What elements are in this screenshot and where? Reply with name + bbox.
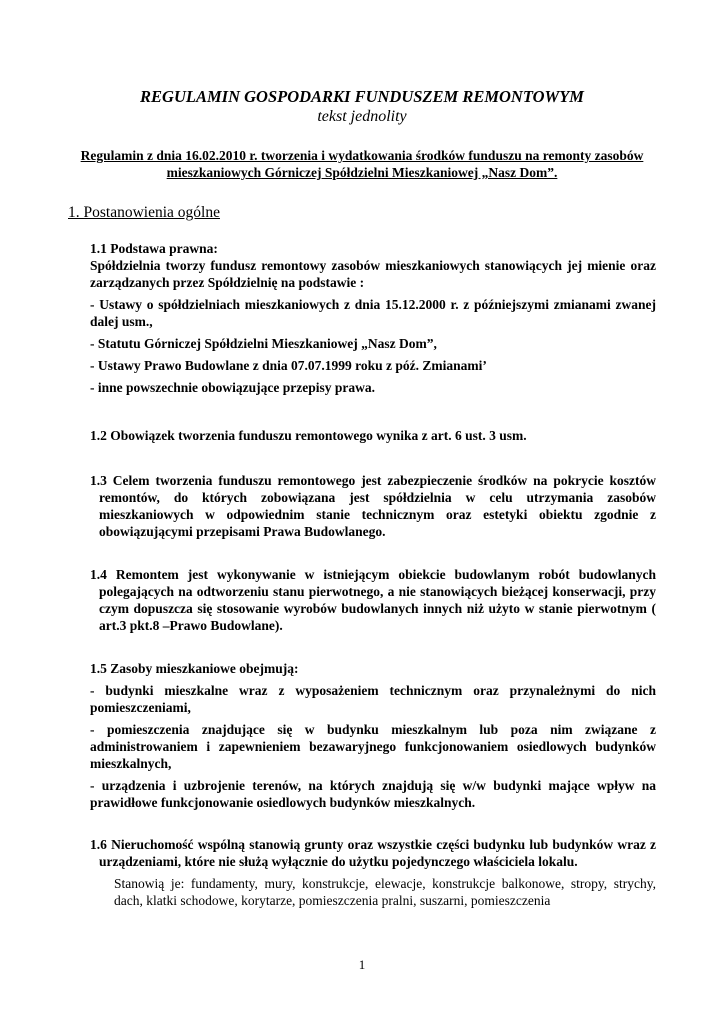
list-item: - Statutu Górniczej Spółdzielni Mieszkaniowej „Nasz Dom”, — [90, 336, 437, 351]
paragraph-heading: 1.5 Zasoby mieszkaniowe obejmują: — [90, 661, 299, 676]
list-item: - Ustawy o spółdzielniach mieszkaniowych z dnia 15.12.2000 r. z późniejszymi zmianami zwanej dalej usm., — [90, 297, 656, 329]
paragraph-1-6 — [90, 836, 656, 909]
paragraph-text: 1.2 Obowiązek tworzenia funduszu remontowego wynika z art. 6 ust. 3 usm. — [90, 428, 527, 443]
list-item: - inne powszechnie obowiązujące przepisy prawa. — [90, 380, 375, 395]
paragraph-intro: Spółdzielnia tworzy fundusz remontowy zasobów mieszkaniowych stanowiących jej mienie oraz zarządzanych przez Spółdzielnię na podstawie : — [90, 258, 656, 290]
regulation-line: Regulamin z dnia 16.02.2010 r. tworzenia i wydatkowania środków funduszu na remonty zasobów mieszkaniowych Górniczej Spółdzielni Mieszkaniowej „Nasz Dom”. — [80, 148, 644, 180]
document-title: REGULAMIN GOSPODARKI FUNDUSZEM REMONTOWYM — [140, 87, 584, 106]
paragraph-text: 1.3 Celem tworzenia funduszu remontowego jest zabezpieczenie środków na pokrycie kosztów remontów, do których zobowiązana jest spółdzielnia w celu utrzymania zasobów mieszkaniowych w odpowiednim stanie technicznym oraz estetyki obiektu zgodnie z obowiązującymi przepisami Prawa Budowlanego. — [90, 473, 656, 539]
paragraph-text: 1.6 Nieruchomość wspólną stanowią grunty oraz wszystkie części budynku lub budynków wraz z urządzeniami, które nie służą wyłącznie do użytku pojedynczego właściciela lokalu. — [90, 837, 656, 869]
paragraph-heading: 1.1 Podstawa prawna: — [90, 241, 218, 256]
page-number: 1 — [358, 957, 366, 972]
list-item: - urządzenia i uzbrojenie terenów, na których znajdują się w/w budynki mające wpływ na prawidłowe funkcjonowanie osiedlowych budynków mieszkalnych. — [90, 778, 656, 810]
paragraph-1-5 — [90, 660, 656, 811]
section-heading: 1. Postanowienia ogólne — [68, 204, 220, 221]
paragraph-1-3 — [90, 472, 656, 540]
paragraph-detail: Stanowią je: fundamenty, mury, konstrukcje, elewacje, konstrukcje balkonowe, stropy, strychy, dach, klatki schodowe, korytarze, pomieszczenia pralni, suszarni, pomieszczenia — [114, 876, 656, 908]
paragraph-1-4 — [90, 566, 656, 634]
list-item: - pomieszczenia znajdujące się w budynku mieszkalnym lub poza nim związane z administrowaniem i zapewnieniem bezawaryjnego funkcjonowaniem osiedlowych budynków mieszkalnych, — [90, 722, 656, 771]
list-item: - budynki mieszkalne wraz z wyposażeniem technicznym oraz przynależnymi do nich pomieszczeniami, — [90, 683, 656, 715]
paragraph-text: 1.4 Remontem jest wykonywanie w istniejącym obiekcie budowlanym robót budowlanych polegających na odtworzeniu stanu pierwotnego, a nie stanowiących bieżącej konserwacji, przy czym dopuszcza się stosowanie wyrobów budowlanych innych niż użyto w stanie pierwotnym ( art.3 pkt.8 –Prawo Budowlane). — [90, 567, 656, 633]
document-subtitle: tekst jednolity — [317, 108, 407, 125]
paragraph-1-1 — [90, 240, 656, 396]
list-item: - Ustawy Prawo Budowlane z dnia 07.07.1999 roku z póź. Zmianami’ — [90, 358, 487, 373]
paragraph-1-2 — [90, 427, 656, 444]
